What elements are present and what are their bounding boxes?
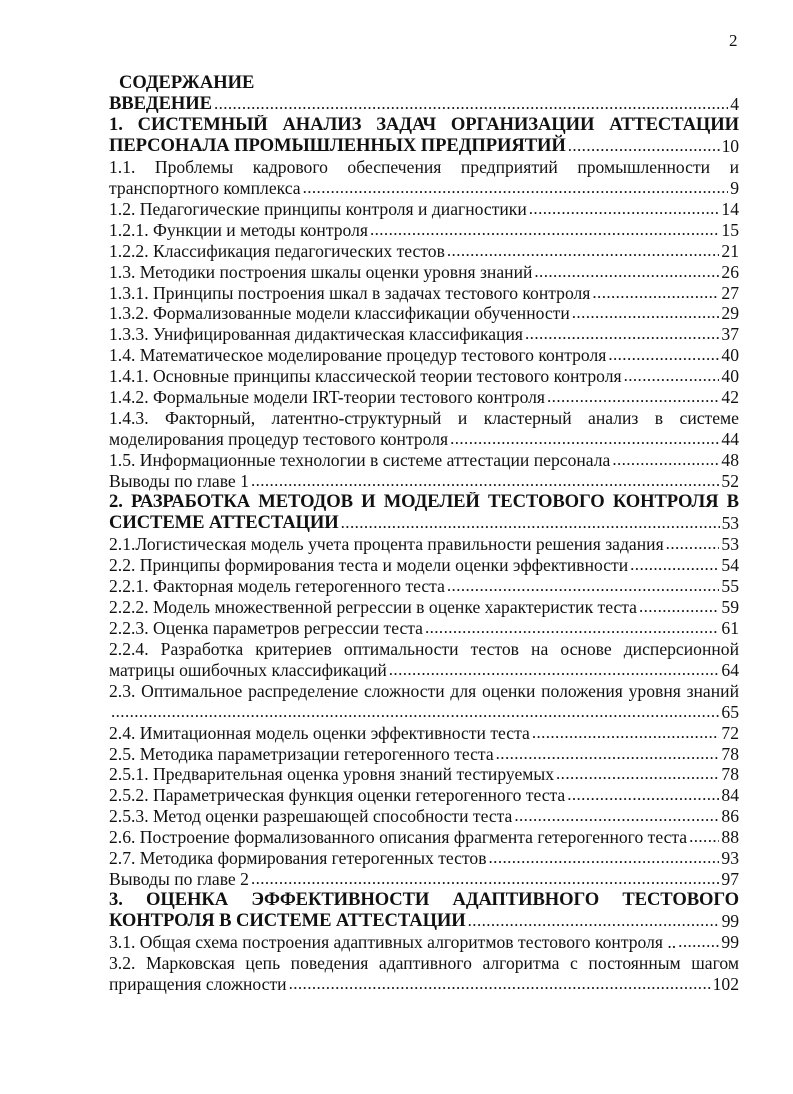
toc-entry-page: 72 [721,722,739,743]
toc-entry-title: 2.4. Имитационная модель оценки эффективности теста ..... [109,723,563,743]
toc-entry-page: 48 [721,450,739,471]
toc-entry[interactable] [109,681,739,723]
toc-entry-title: 2.2.2. Модель множественной регрессии в оценке характеристик теста ..... [109,597,670,617]
toc-entry-title: 2.2. Принципы формирования теста и модели оценки эффективности ..... [109,555,662,575]
toc-entry-title: 1.2.2. Классификация педагогических тестов ..... [109,241,478,261]
toc-entry[interactable] [109,534,739,555]
toc-entry-page: 9 [730,177,739,198]
toc-entry-title: 2.2.4. Разработка критериев оптимальности тестов на основе дисперсионной матрицы ошибочных классификаций ..... [109,639,739,680]
toc-entry-page: 53 [721,533,739,554]
toc-entry-title: 3. ОЦЕНКА ЭФФЕКТИВНОСТИ АДАПТИВНОГО ТЕСТОВОГО КОНТРОЛЯ В СИСТЕМЕ АТТЕСТАЦИИ ..... [109,890,739,931]
toc-entry-page: 88 [721,827,739,848]
table-of-contents [109,73,739,995]
toc-entry-page: 102 [712,973,739,994]
toc-entry[interactable] [109,408,739,450]
toc-entry-page: 59 [721,596,739,617]
toc-entry[interactable] [109,115,739,157]
toc-entry-title: 1.4.3. Факторный, латентно-структурный и кластерный анализ в системе моделирования процедур тестового контроля ..... [109,408,739,449]
toc-entry[interactable] [109,94,739,115]
toc-entry-title: 2.5. Методика параметризации гетерогенного теста ..... [109,744,527,764]
toc-entry-title: 2.7. Методика формирования гетерогенных тестов ..... [109,848,520,868]
toc-entry-page: 52 [721,471,739,492]
toc-entry-title: 2.6. Построение формализованного описания фрагмента гетерогенного теста ..... [109,827,721,847]
toc-entry-page: 65 [721,701,739,722]
toc-entry-page: 37 [721,324,739,345]
toc-entry-title: 2.2.3. Оценка параметров регрессии теста ..... [109,618,456,638]
toc-entry-page: 10 [721,135,739,156]
toc-entry[interactable] [109,848,739,869]
toc-entry-page: 64 [721,659,739,680]
toc-entry-title: 1.2. Педагогические принципы контроля и диагностики ..... [109,199,560,219]
toc-entry[interactable] [109,618,739,639]
toc-entry[interactable] [109,597,739,618]
toc-entry-title: 1.4.2. Формальные модели IRT-теории тестового контроля ..... [109,387,578,407]
toc-entry[interactable] [109,639,739,681]
toc-entry-page: 27 [721,282,739,303]
toc-entry-title: 2.2.1. Факторная модель гетерогенного теста ..... [109,576,478,596]
toc-entry-page: 99 [721,911,739,932]
toc-entry-title: 2.5.1. Предварительная оценка уровня знаний тестируемых ..... [109,764,587,784]
toc-entry-page: 4 [730,93,739,114]
toc-entry[interactable] [109,785,739,806]
toc-entry-page: 86 [721,806,739,827]
toc-entry-title: 1.5. Информационные технологии в системе аттестации персонала ..... [109,450,644,470]
toc-entry[interactable] [109,827,739,848]
toc-entry-title: ВВЕДЕНИЕ ..... [109,94,247,114]
toc-entry[interactable] [109,324,739,345]
toc-entry[interactable] [109,806,739,827]
toc-entry-title: 2.1.Логистическая модель учета процента правильности решения задания ..... [109,534,697,554]
toc-entry[interactable] [109,450,739,471]
toc-entry[interactable] [109,387,739,408]
toc-entry[interactable] [109,199,739,220]
toc-entry[interactable] [109,764,739,785]
toc-entry-page: 44 [721,429,739,450]
toc-entry-title: 2. РАЗРАБОТКА МЕТОДОВ И МОДЕЛЕЙ ТЕСТОВОГО КОНТРОЛЯ В СИСТЕМЕ АТТЕСТАЦИИ ..... [109,492,739,533]
toc-entry[interactable] [109,366,739,387]
toc-entry-title: 1.2.1. Функции и методы контроля ..... [109,220,401,240]
toc-entry-page: 78 [721,764,739,785]
toc-entry-page: 78 [721,743,739,764]
toc-entry[interactable] [109,262,739,283]
toc-entry-page: 40 [721,366,739,387]
toc-entry[interactable] [109,220,739,241]
toc-entry-title: 2.5.2. Параметрическая функция оценки гетерогенного теста ..... [109,785,599,805]
page-number: 2 [729,31,738,50]
toc-entry-title: 1.1. Проблемы кадрового обеспечения предприятий промышленности и транспортного комплекса ..... [109,157,739,198]
toc-entry[interactable] [109,157,739,199]
toc-entry[interactable] [109,241,739,262]
toc-entry[interactable] [109,345,739,366]
toc-entry[interactable] [109,471,739,492]
toc-entry-title: 1.3. Методики построения шкалы оценки уровня знаний ..... [109,262,566,282]
toc-entry-page: 97 [721,869,739,890]
toc-entry[interactable] [109,932,739,953]
toc-entry-page: 15 [721,219,739,240]
toc-entry-page: 29 [721,303,739,324]
toc-entry-title: 1.3.2. Формализованные модели классификации обученности ..... [109,303,603,323]
toc-entry[interactable] [109,869,739,890]
toc-entry-title: 2.3. Оптимальное распределение сложности для оценки положения уровня знаний ..... [109,681,739,722]
toc-entry-page: 84 [721,785,739,806]
toc-entry-title: 3.1. Общая схема построения адаптивных алгоритмов тестового контроля .. ..... [109,932,710,952]
toc-entry[interactable] [109,492,739,534]
toc-entry-page: 53 [721,513,739,534]
toc-entry-title: 1.3.3. Унифицированная дидактическая классификация ..... [109,324,556,344]
toc-entry-page: 21 [721,240,739,261]
toc-entry-title: 1. СИСТЕМНЫЙ АНАЛИЗ ЗАДАЧ ОРГАНИЗАЦИИ АТТЕСТАЦИИ ПЕРСОНАЛА ПРОМЫШЛЕННЫХ ПРЕДПРИЯТИЙ ..... [109,115,739,156]
toc-entry-page: 26 [721,261,739,282]
toc-entry-title: Выводы по главе 1 ..... [109,471,282,491]
toc-entry[interactable] [109,576,739,597]
toc-entry-title: 1.4.1. Основные принципы классической теории тестового контроля ..... [109,366,655,386]
toc-entry-title: 3.2. Марковская цепь поведения адаптивного алгоритма с постоянным шагом приращения сложности ..... [109,953,739,994]
toc-entry[interactable] [109,303,739,324]
toc-entry-title: 1.3.1. Принципы построения шкал в задачах тестового контроля ..... [109,283,624,303]
toc-entry[interactable] [109,555,739,576]
toc-entry-page: 42 [721,387,739,408]
toc-entry[interactable] [109,890,739,932]
toc-title: СОДЕРЖАНИЕ [119,73,255,93]
toc-entry-title: Выводы по главе 2 ..... [109,869,282,889]
toc-entry[interactable] [109,723,739,744]
toc-entry[interactable] [109,283,739,304]
toc-entry[interactable] [109,744,739,765]
toc-entry-page: 40 [721,345,739,366]
toc-entry[interactable] [109,953,739,995]
toc-entry-title: 1.4. Математическое моделирование процедур тестового контроля ..... [109,345,640,365]
toc-entry-page: 99 [721,932,739,953]
toc-entry-page: 61 [721,617,739,638]
toc-entry-title: 2.5.3. Метод оценки разрешающей способности теста ..... [109,806,546,826]
toc-entry-page: 54 [721,554,739,575]
toc-entry-page: 14 [721,198,739,219]
toc-entry-page: 55 [721,575,739,596]
toc-entry-page: 93 [721,848,739,869]
toc-entries [109,94,739,995]
